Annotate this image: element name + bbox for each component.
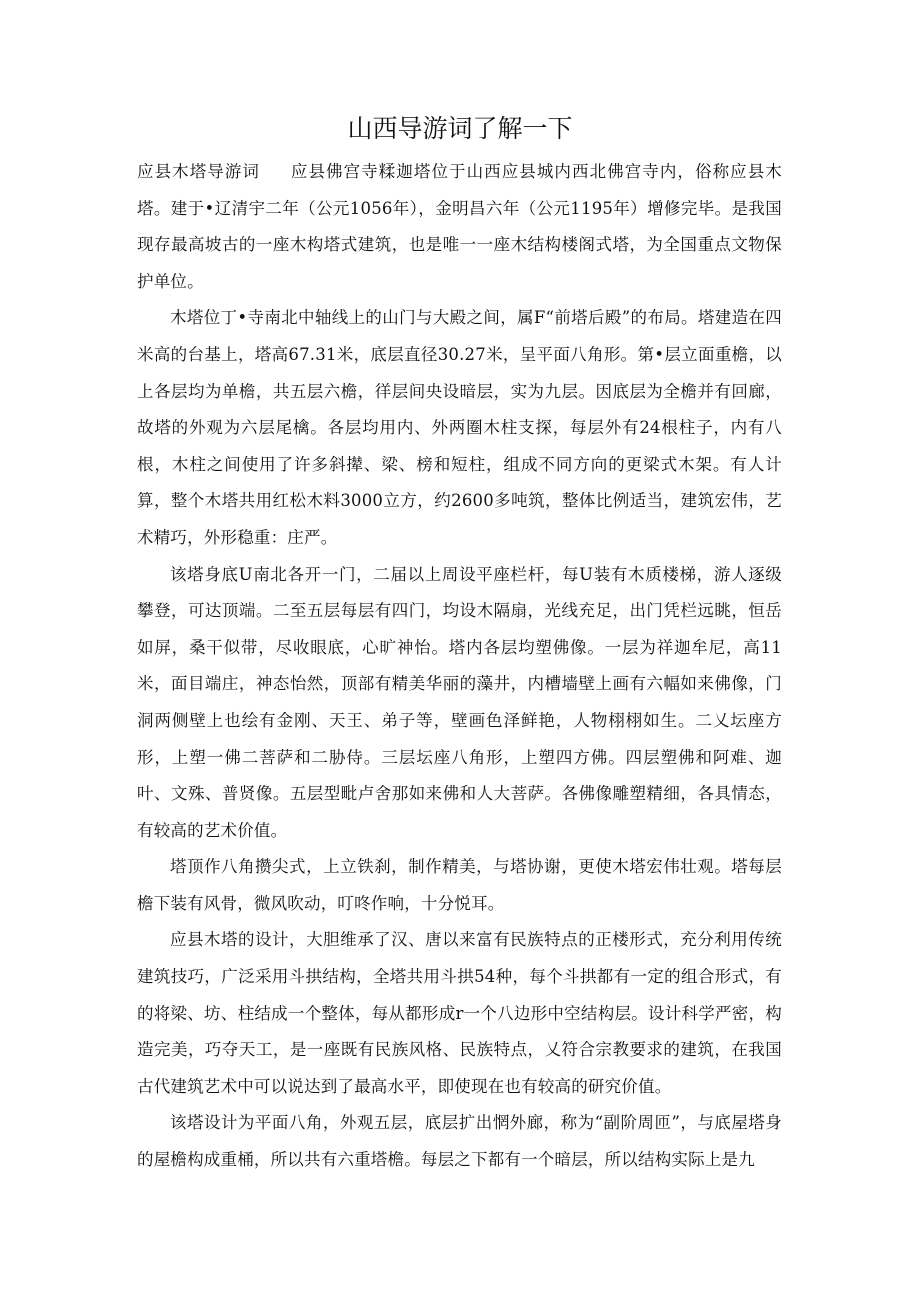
paragraph-3: 该塔身底U南北各开一门，二届以上周设平座栏杆，每U装有木质楼梯，游人逐级攀登，可达顶端。二至五层每层有四门，均设木隔扇，光线充足，出门凭栏远眺，恒岳如屏，桑干似带，尽收眼底，心旷神怡。塔内各层均塑佛像。一层为祥迦牟尼，高11米，面目端庄，神态怡然，顶部有精美华丽的藻井，内槽墙壁上画有六幅如来佛像，门洞两侧壁上也绘有金刚、天王、弟子等，壁画色泽鲜艳，人物栩栩如生。二乂坛座方形，上塑一佛二菩萨和二胁侍。三层坛座八角形，上塑四方佛。四层塑佛和阿难、迦叶、文殊、普贤像。五层型毗卢舍那如来佛和人大菩萨。各佛像雕塑精细，各具情态，有较高的艺术价值。 (137, 564, 782, 840)
paragraph-2: 木塔位丁•寺南北中轴线上的山门与大殿之间，属F“前塔后殿”的布局。塔建造在四米高的台基上，塔高67.31米，底层直径30.27米，呈平面八角形。第•层立面重檐，以上各层均为单檐，共五层六檐，徉层间央设暗层，实为九层。因底层为全檐并有回廊，故塔的外观为六层尾檎。各层均用内、外两圈木柱支探，每层外有24根柱子，内有八根，木柱之间使用了许多斜撵、梁、榜和短柱，组成不同方向的更梁式木架。有人计算，整个木塔共用红松木料3000立方，约2600多吨筑，整体比例适当，建筑宏伟，艺术精巧，外形稳重：庄严。 (137, 308, 782, 547)
paragraph-1-text: 应县佛宫寺糅迦塔位于山西应县城内西北佛宫寺内，俗称应县木塔。建于•辽清宇二年（公元1056年），金明昌六年（公元1195年）增修完毕。是我国现存最高坡古的一座木构塔式建筑，也是唯一一座木结构楼阁式塔，为全国重点文物保护单位。 (137, 162, 782, 291)
paragraph-1 (137, 154, 782, 300)
paragraph-6: 该塔设计为平面八角，外观五层，底层扩出惘外廊，称为“副阶周匝”，与底屋塔身的屋檐构成重桶，所以共有六重塔檐。每层之下都有一个暗层，所以结构实际上是九 (137, 1113, 782, 1170)
paragraph-5: 应县木塔的设计，大胆维承了汉、唐以来富有民族特点的正楼形式，充分利用传统建筑技巧，广泛采用斗拱结构，全塔共用斗拱54种，每个斗拱都有一定的组合形式，有的将梁、坊、柱结成一个整体，每从都形成r一个八边形中空结构层。设计科学严密，构造完美，巧夺天工，是一座既有民族风格、民族特点，乂符合宗教要求的建筑，在我国古代建筑艺术中可以说达到了最高水平，即使现在也有较高的研究价值。 (137, 930, 782, 1096)
document-title: 山西导游词了解一下 (347, 114, 573, 143)
document-body (137, 154, 782, 1179)
intro-label: 应县木塔导游词 (137, 162, 260, 181)
paragraph-4: 塔顶作八角攒尖式，上立铁刹，制作精美，与塔协谢，更使木塔宏伟壮观。塔每层檐下装有风骨，微风吹动，叮咚作响，十分悦耳。 (137, 857, 782, 913)
